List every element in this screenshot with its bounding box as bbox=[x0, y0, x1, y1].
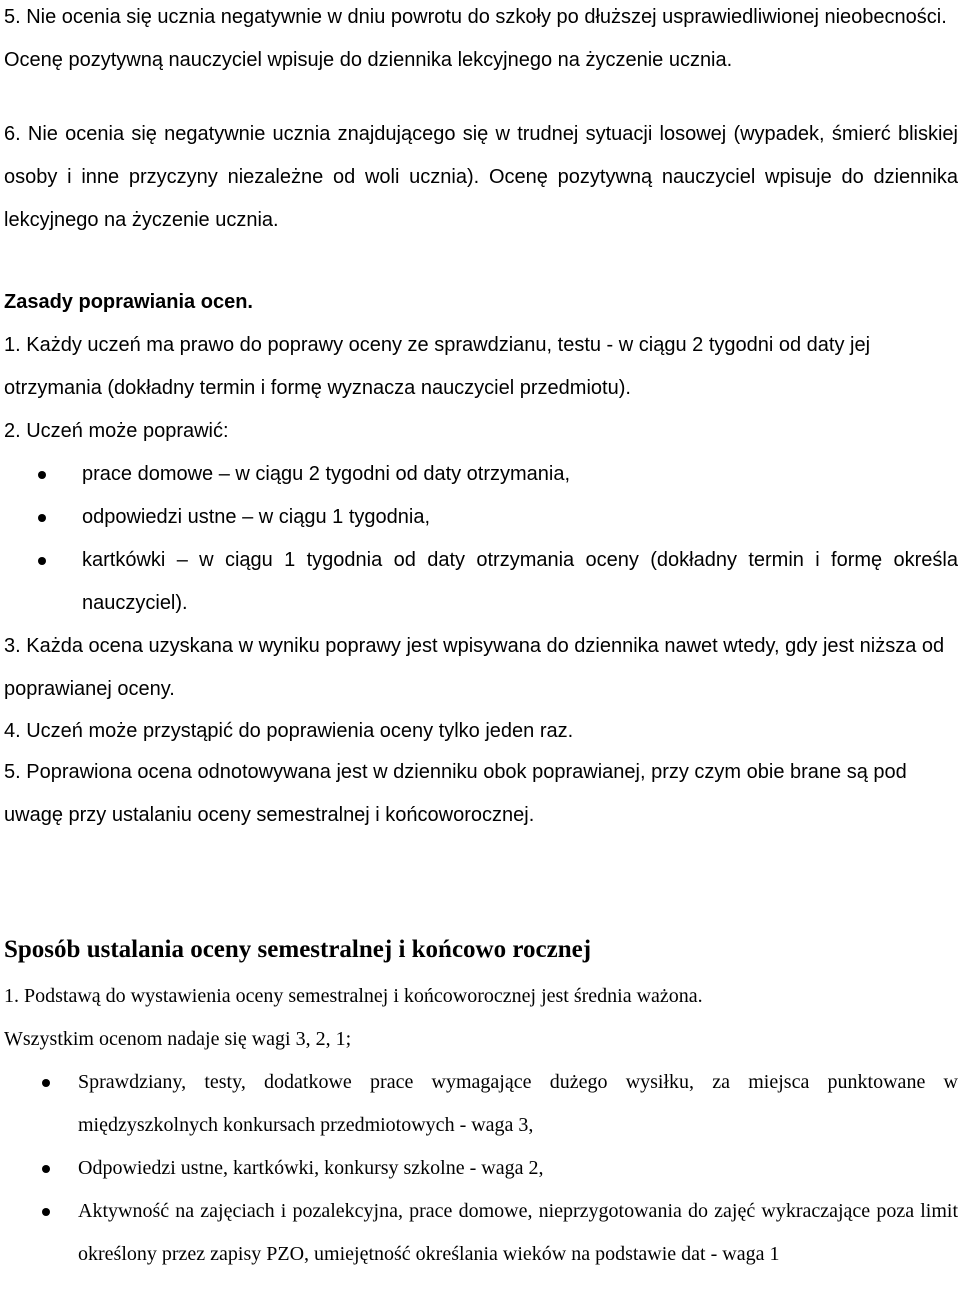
sposob-bullet-list bbox=[0, 1061, 958, 1276]
list-item bbox=[0, 1061, 958, 1147]
bullet-icon bbox=[42, 1079, 50, 1087]
zasady-bullet-list bbox=[0, 453, 958, 625]
bullet-icon bbox=[38, 471, 46, 479]
list-item-text: Odpowiedzi ustne, kartkówki, konkursy szkolne - waga 2, bbox=[78, 1157, 544, 1179]
rule-5-paragraph: 5. Nie ocenia się ucznia negatywnie w dniu powrotu do szkoły po dłuższej usprawiedliwionej nieobecności. Ocenę pozytywną nauczyciel wpisuje do dziennika lekcyjnego na życzenie ucznia. bbox=[4, 6, 947, 71]
rule-6-paragraph: 6. Nie ocenia się negatywnie ucznia znajdującego się w trudnej sytuacji losowej (wypadek, śmierć bliskiej osoby i inne przyczyny niezależne od woli ucznia). Ocenę pozytywną nauczyciel wpisuje do dziennika lekcyjnego na życzenie ucznia. bbox=[4, 123, 958, 231]
list-item bbox=[0, 1190, 958, 1276]
bullet-icon bbox=[38, 557, 46, 565]
list-item bbox=[0, 539, 958, 625]
list-item-text: Sprawdziany, testy, dodatkowe prace wymagające dużego wysiłku, za miejsca punktowane w międzyszkolnych konkursach przedmiotowych - waga 3, bbox=[78, 1071, 958, 1136]
list-item bbox=[0, 496, 958, 539]
sposob-point-1: 1. Podstawą do wystawienia oceny semestralnej i końcoworocznej jest średnia ważona. bbox=[4, 985, 703, 1007]
zasady-point-1: 1. Każdy uczeń ma prawo do poprawy oceny ze sprawdzianu, testu - w ciągu 2 tygodni od daty jej otrzymania (dokładny termin i formę wyznacza nauczyciel przedmiotu). bbox=[4, 334, 871, 399]
zasady-point-5: 5. Poprawiona ocena odnotowywana jest w dzienniku obok poprawianej, przy czym obie brane są pod uwagę przy ustalaniu oceny semestralnej i końcoworocznej. bbox=[4, 761, 907, 826]
zasady-point-4: 4. Uczeń może przystąpić do poprawienia oceny tylko jeden raz. bbox=[4, 720, 574, 742]
list-item-text: Aktywność na zajęciach i pozalekcyjna, prace domowe, nieprzygotowania do zajęć wykraczające poza limit określony przez zapisy PZO, umiejętność określania wieków na podstawie dat - waga 1 bbox=[78, 1200, 958, 1265]
bullet-icon bbox=[38, 514, 46, 522]
bullet-icon bbox=[42, 1208, 50, 1216]
zasady-heading: Zasady poprawiania ocen. bbox=[4, 291, 253, 313]
list-item bbox=[0, 1147, 958, 1190]
zasady-point-2: 2. Uczeń może poprawić: bbox=[4, 420, 229, 442]
list-item-text: prace domowe – w ciągu 2 tygodni od daty otrzymania, bbox=[82, 463, 571, 485]
bullet-icon bbox=[42, 1165, 50, 1173]
sposob-heading: Sposób ustalania oceny semestralnej i końcowo rocznej bbox=[4, 936, 592, 963]
list-item bbox=[0, 453, 958, 496]
zasady-point-3: 3. Każda ocena uzyskana w wyniku poprawy jest wpisywana do dziennika nawet wtedy, gdy jest niższa od poprawianej oceny. bbox=[4, 635, 945, 700]
sposob-weights-intro: Wszystkim ocenom nadaje się wagi 3, 2, 1; bbox=[4, 1028, 352, 1050]
list-item-text: odpowiedzi ustne – w ciągu 1 tygodnia, bbox=[82, 506, 431, 528]
list-item-text: kartkówki – w ciągu 1 tygodnia od daty otrzymania oceny (dokładny termin i formę określa nauczyciel). bbox=[82, 549, 958, 614]
